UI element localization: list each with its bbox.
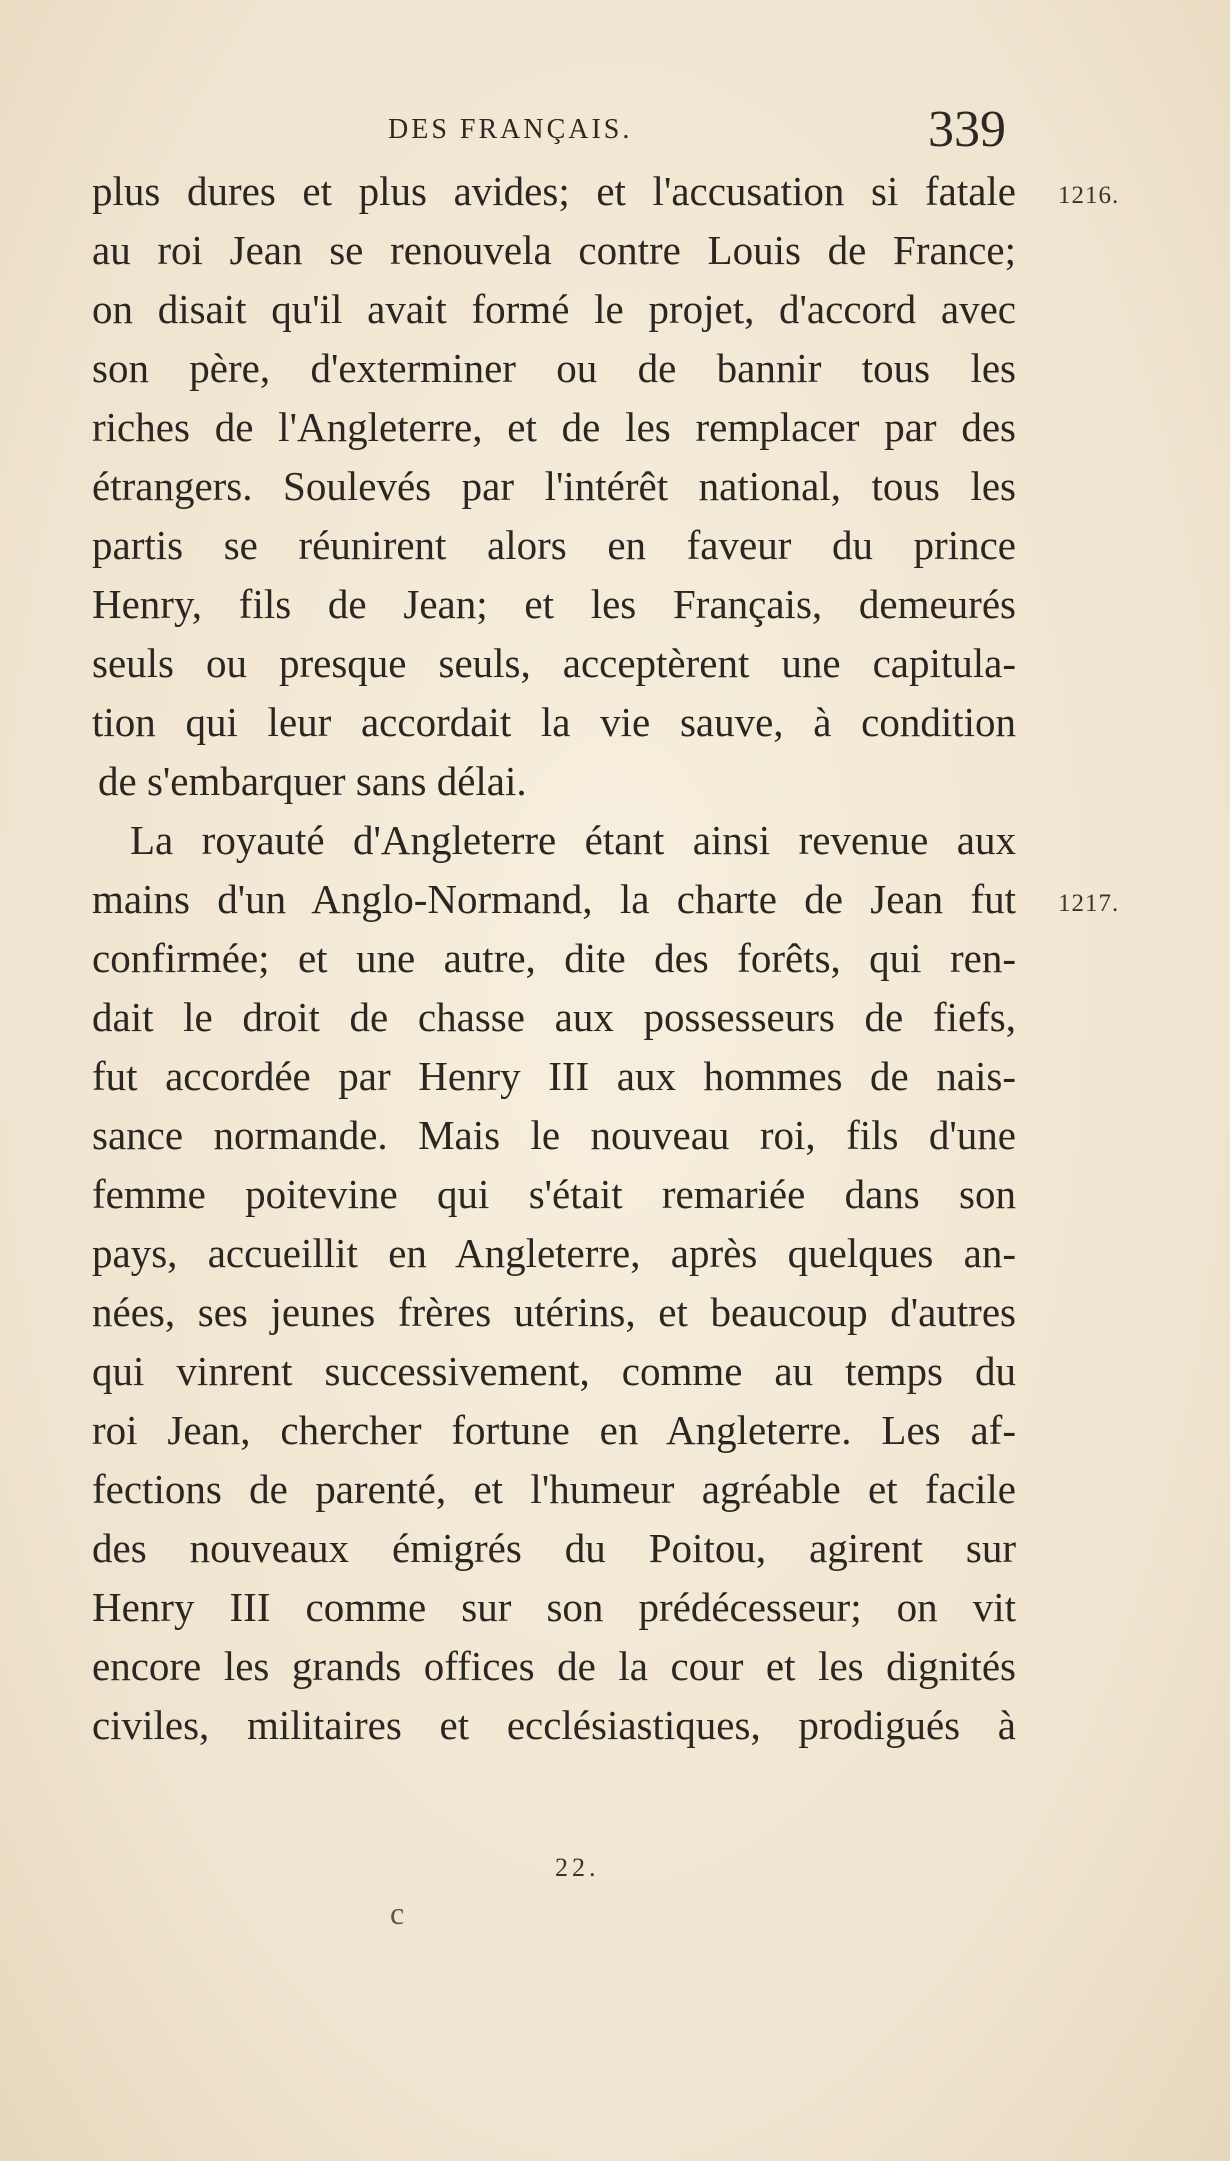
text-line: nées, ses jeunes frères utérins, et beaucoup d'autres [92,1289,1016,1335]
text-line: de s'embarquer sans délai. [98,758,527,804]
page-number: 339 [928,101,1006,158]
margin-date-note: 1217. [1058,890,1120,917]
paragraph-start-line: La royauté d'Angleterre étant ainsi revenue aux [130,817,1016,863]
text-line: dait le droit de chasse aux possesseurs de fiefs, [92,994,1016,1040]
text-line: pays, accueillit en Angleterre, après quelques an- [92,1230,1016,1276]
text-line: on disait qu'il avait formé le projet, d'accord avec [92,286,1016,332]
text-line: Henry III comme sur son prédécesseur; on vit [92,1584,1016,1630]
running-title: DES FRANÇAIS. [388,114,633,145]
text-line: mains d'un Anglo-Normand, la charte de Jean fut [92,876,1016,922]
page-header [388,100,1108,160]
text-line: civiles, militaires et ecclésiastiques, prodigués à [92,1702,1016,1748]
text-line: fut accordée par Henry III aux hommes de nais- [92,1053,1016,1099]
text-line: partis se réunirent alors en faveur du prince [92,522,1016,568]
text-line: tion qui leur accordait la vie sauve, à condition [92,699,1016,745]
text-line: riches de l'Angleterre, et de les remplacer par des [92,404,1016,450]
margin-date-note: 1216. [1058,182,1120,209]
text-line: femme poitevine qui s'était remariée dans son [92,1171,1016,1217]
text-line: au roi Jean se renouvela contre Louis de France; [92,227,1016,273]
text-line: sance normande. Mais le nouveau roi, fils d'une [92,1112,1016,1158]
text-line: roi Jean, chercher fortune en Angleterre. Les af- [92,1407,1016,1453]
text-line: confirmée; et une autre, dite des forêts, qui ren- [92,935,1016,981]
signature-mark: 22. [555,1853,600,1882]
text-line: des nouveaux émigrés du Poitou, agirent sur [92,1525,1016,1571]
text-line: qui vinrent successivement, comme au temps du [92,1348,1016,1394]
text-line: Henry, fils de Jean; et les Français, demeurés [92,581,1016,627]
text-line: plus dures et plus avides; et l'accusation si fatale [92,168,1016,214]
text-line: seuls ou presque seuls, acceptèrent une capitula- [92,640,1016,686]
text-line: étrangers. Soulevés par l'intérêt national, tous les [92,463,1016,509]
text-line: encore les grands offices de la cour et les dignités [92,1643,1016,1689]
text-line: fections de parenté, et l'humeur agréable et facile [92,1466,1016,1512]
body-text [92,162,1016,1755]
text-line: son père, d'exterminer ou de bannir tous les [92,345,1016,391]
footer-mark: c [390,1895,405,1931]
